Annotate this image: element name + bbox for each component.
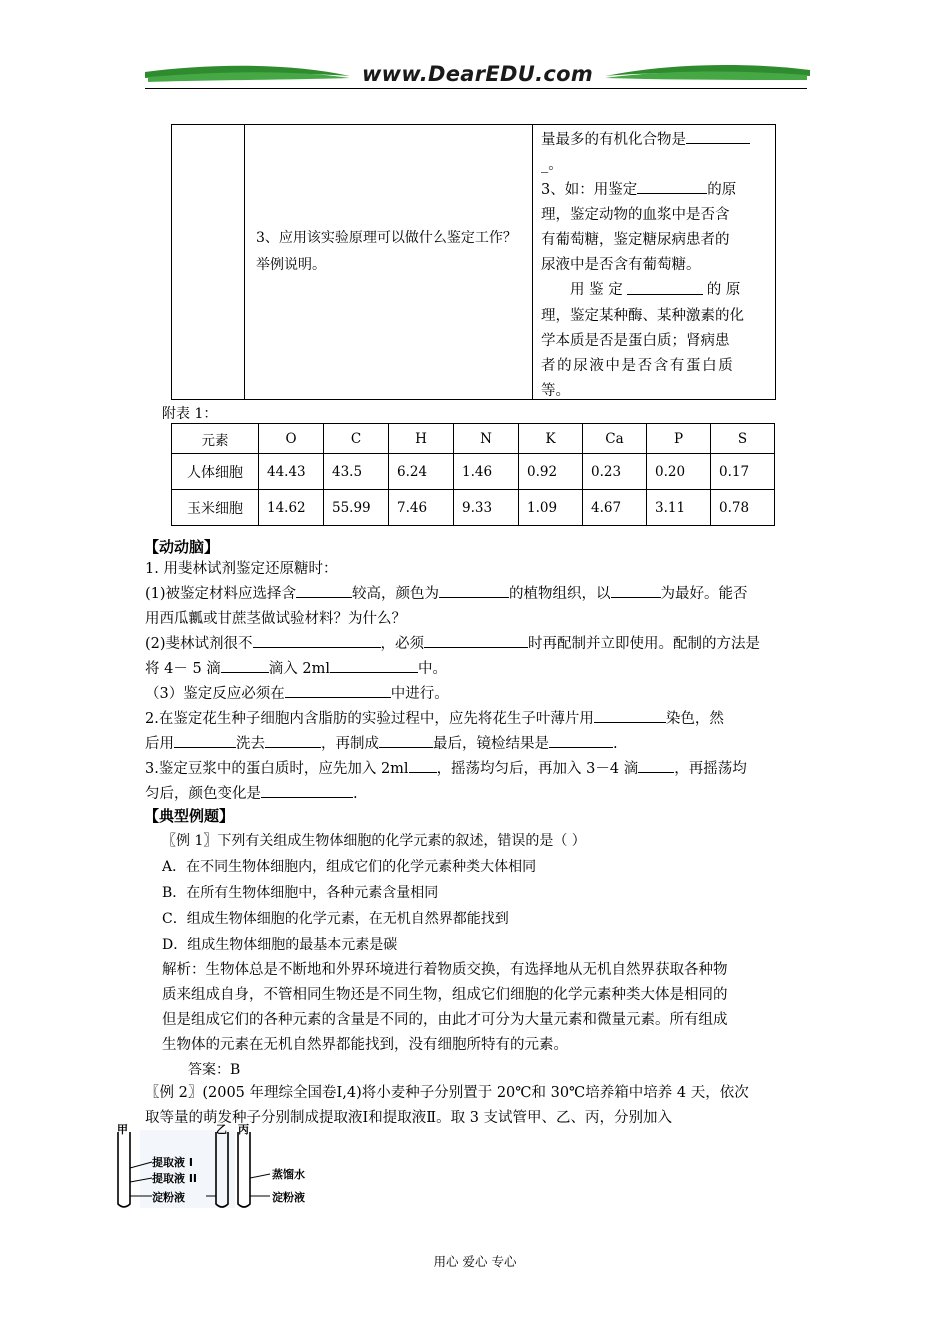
table-cell: 55.99 — [324, 490, 389, 526]
table-header-row — [172, 424, 775, 454]
table-cell: 0.20 — [647, 454, 711, 490]
example2-line: 〖例 2〗(2005 年理综全国卷Ⅰ,4)将小麦种子分别置于 20℃和 30℃培养箱中培养 4 天，依次 — [145, 1085, 749, 1101]
label-extract-1: 提取液 I — [152, 1156, 193, 1169]
question-line: 用西瓜瓤或甘蔗茎做试验材料？为什么？ — [145, 611, 406, 627]
answer-line: 用 鉴 定 — [570, 282, 623, 299]
header-cell: S — [711, 424, 775, 454]
answer-line: 有葡萄糖，鉴定糖尿病患者的 — [541, 232, 730, 249]
question-line: 匀后，颜色变化是 . — [145, 782, 358, 807]
table-cell: 1.46 — [454, 454, 519, 490]
table-cell-answer — [532, 125, 775, 399]
table-cell: 0.17 — [711, 454, 775, 490]
answer-line: 者 的 尿 液 中 是 否 含 有 蛋 白 质 — [541, 357, 732, 374]
table-cell: 44.43 — [259, 454, 324, 490]
header-cell: N — [454, 424, 519, 454]
row-label: 人体细胞 — [172, 454, 259, 490]
table-cell: 43.5 — [324, 454, 389, 490]
table-cell-empty — [172, 125, 245, 399]
table-cell: 14.62 — [259, 490, 324, 526]
question-text: 3、应用该实验原理可以做什么鉴定工作？举例说明。 — [256, 230, 517, 273]
answer-line: 等。 — [541, 382, 570, 399]
page-footer: 用心 爱心 专心 — [433, 1254, 517, 1269]
label-water: 蒸馏水 — [272, 1168, 305, 1181]
question-line: (2)斐林试剂很不 ，必须 时再配制并立即使用。配制的方法是 — [145, 632, 760, 657]
header-cell: O — [259, 424, 324, 454]
analysis-line: 生物体的元素在无机自然界都能找到，没有细胞所特有的元素。 — [162, 1037, 568, 1053]
table-cell: 6.24 — [389, 454, 454, 490]
table-cell: 9.33 — [454, 490, 519, 526]
table-cell: 0.23 — [583, 454, 647, 490]
header-banner — [145, 58, 810, 98]
example1-question: 〖例 1〗下列有关组成生物体细胞的化学元素的叙述，错误的是（ ） — [162, 833, 586, 849]
row-label: 玉米细胞 — [172, 490, 259, 526]
question-line: 2.在鉴定花生种子细胞内含脂肪的实验过程中，应先将花生子叶薄片用 染色，然 — [145, 707, 724, 732]
question-line: (1)被鉴定材料应选择含 较高，颜色为 的植物组织，以 为最好。能否 — [145, 582, 748, 607]
answer-line: 尿液中是否含有葡萄糖。 — [541, 257, 701, 274]
answer-line: 的 原 — [706, 282, 741, 299]
analysis-line: 但是组成它们的各种元素的含量是不同的，由此才可分为大量元素和微量元素。所有组成 — [162, 1012, 728, 1028]
header-cell: K — [519, 424, 583, 454]
label-starch-right: 淀粉液 — [272, 1191, 305, 1204]
experiment-table — [171, 124, 776, 400]
option-c: C．组成生物体细胞的化学元素，在无机自然界都能找到 — [162, 911, 509, 927]
table-cell-question — [244, 125, 533, 399]
question-line: 将 4－ 5 滴 滴入 2ml 中。 — [145, 657, 447, 682]
label-starch-left: 淀粉液 — [152, 1191, 185, 1204]
header-cell: P — [647, 424, 711, 454]
header-cell: H — [389, 424, 454, 454]
site-name: www.DearEDU.com — [361, 62, 594, 86]
table-cell: 7.46 — [389, 490, 454, 526]
answer-line: _。 — [541, 157, 563, 174]
section-title-think: 【动动脑】 — [144, 538, 220, 556]
tube-name-bing: 丙 — [238, 1123, 249, 1136]
table-row — [172, 490, 775, 526]
section-title-examples: 【典型例题】 — [144, 807, 235, 825]
tube-name-yi: 乙 — [216, 1123, 227, 1136]
test-tubes-icon — [112, 1124, 342, 1214]
answer-line: 量最多的有机化合物是 — [541, 132, 686, 149]
example2-line: 取等量的萌发种子分别制成提取液Ⅰ和提取液Ⅱ。取 3 支试管甲、乙、丙，分别加入 — [145, 1110, 673, 1126]
answer-line: 理，鉴定动物的血浆中是否含 — [541, 207, 730, 224]
option-d: D．组成生物体细胞的最基本元素是碳 — [162, 937, 398, 953]
table-cell: 0.78 — [711, 490, 775, 526]
answer-line: 理，鉴定某种酶、某种激素的化 — [541, 307, 744, 324]
header-cell: C — [324, 424, 389, 454]
label-extract-2: 提取液 II — [152, 1172, 198, 1185]
table-row — [172, 454, 775, 490]
element-content-table — [171, 423, 775, 526]
appendix-label: 附表 1： — [162, 406, 218, 422]
question-line: 3.鉴定豆浆中的蛋白质时，应先加入 2ml ，摇荡均匀后，再加入 3－4 滴 ，再摇荡均 — [145, 757, 747, 782]
analysis-line: 质来组成自身，不管相同生物还是不同生物，组成它们细胞的化学元素种类大体是相同的 — [162, 987, 728, 1003]
analysis-line: 解析：生物体总是不断地和外界环境进行着物质交换，有选择地从无机自然界获取各种物 — [162, 962, 728, 978]
option-b: B．在所有生物体细胞中，各种元素含量相同 — [162, 885, 439, 901]
answer-line: 学本质是否是蛋白质；肾病患 — [541, 332, 730, 349]
question-line: （3）鉴定反应必须在 中进行。 — [145, 682, 449, 707]
answer-line: 3、如：用鉴定 — [541, 182, 638, 199]
answer-line: 的原 — [707, 182, 737, 199]
header-cell: Ca — [583, 424, 647, 454]
tube-name-jia: 甲 — [117, 1123, 128, 1136]
test-tube-figure — [112, 1124, 342, 1214]
question-line: 1. 用斐林试剂鉴定还原糖时： — [145, 561, 338, 577]
option-a: A．在不同生物体细胞内，组成它们的化学元素种类大体相同 — [162, 859, 537, 875]
question-line: 后用 洗去 ，再制成 最后，镜检结果是 . — [145, 732, 618, 757]
example1-answer: 答案：B — [188, 1062, 241, 1078]
table-cell: 0.92 — [519, 454, 583, 490]
table-cell: 3.11 — [647, 490, 711, 526]
header-rule — [145, 88, 807, 89]
header-cell: 元素 — [172, 424, 259, 454]
table-cell: 4.67 — [583, 490, 647, 526]
table-cell: 1.09 — [519, 490, 583, 526]
